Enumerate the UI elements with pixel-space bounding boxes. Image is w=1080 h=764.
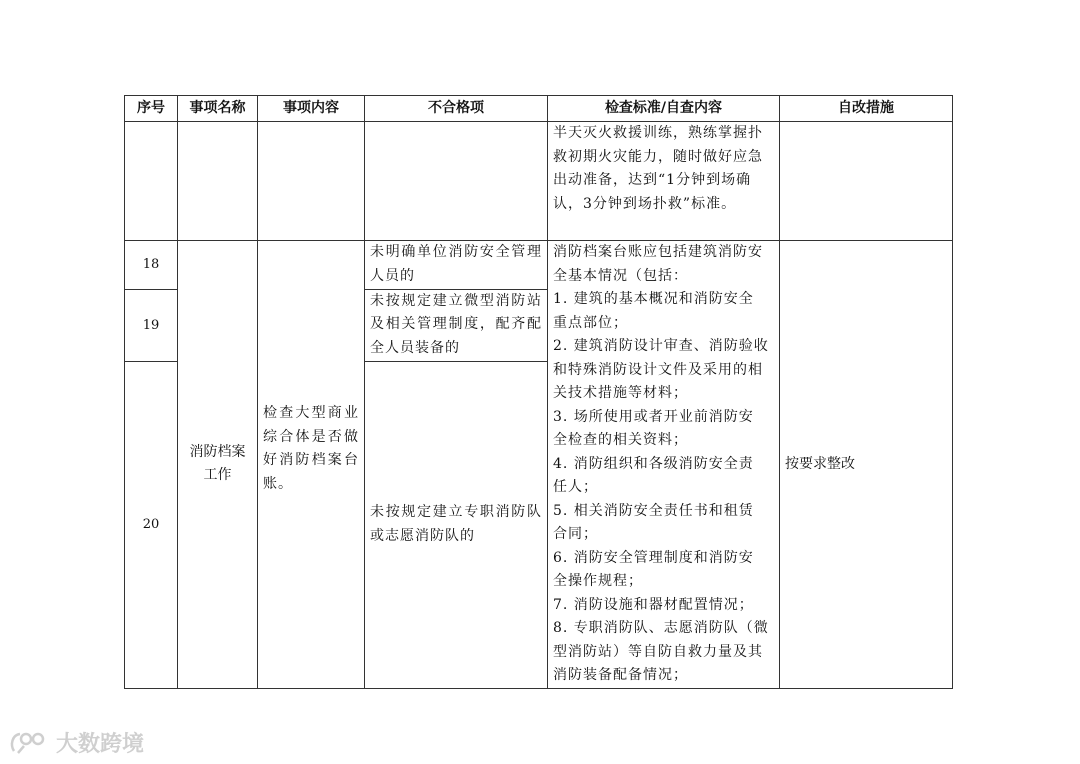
row-serial-no: 20 (125, 362, 178, 688)
watermark-text: 大数跨境 (56, 732, 145, 757)
standard-cell (548, 241, 780, 689)
standard-line: 1. 建筑的基本概况和消防安全 (553, 291, 754, 307)
item-content: 检查大型商业综合体是否做好消防档案台账。 (263, 405, 359, 492)
table-row (125, 241, 953, 290)
standard-line: 全操作规程； (553, 573, 643, 589)
standard-line: 重点部位； (553, 314, 628, 331)
standard-line: 消防档案台账应包括建筑消防安 (553, 244, 763, 260)
standard-line: 7. 消防设施和器材配置情况； (553, 596, 754, 613)
standard-line: 任人； (553, 479, 598, 495)
standard-line: 救初期火灾能力，随时做好应急 (553, 148, 763, 165)
continuation-standard-cell (548, 122, 780, 241)
noncompliance-cell: 未按规定建立专职消防队或志愿消防队的 (365, 362, 548, 688)
standard-line: 全检查的相关资料； (553, 432, 688, 448)
cell-empty (780, 122, 953, 241)
standard-line: 全基本情况（包括： (553, 267, 688, 284)
standard-line: 3. 场所使用或者开业前消防安 (553, 408, 754, 425)
item-content-cell (258, 241, 365, 689)
header-item-name: 事项名称 (178, 96, 258, 122)
row-serial-no: 19 (125, 289, 178, 362)
standard-line: 认，3分钟到场扑救”标准。 (553, 195, 737, 212)
standard-line: 6. 消防安全管理制度和消防安 (553, 549, 754, 566)
standard-line: 和特殊消防设计文件及采用的相 (553, 361, 763, 378)
remedy-cell: 按要求整改 (780, 241, 953, 689)
cell-empty (258, 122, 365, 241)
noncompliance-cell: 未明确单位消防安全管理人员的 (365, 241, 548, 290)
cell-empty (125, 122, 178, 241)
item-name-cell (178, 241, 258, 689)
inspection-table (124, 95, 953, 689)
row-serial-no: 18 (125, 241, 178, 290)
watermark-logo-icon (8, 729, 52, 757)
cell-empty (365, 122, 548, 241)
standard-line: 出动准备，达到“1分钟到场确 (553, 172, 752, 188)
standard-line: 半天灭火救援训练，熟练掌握扑 (553, 125, 763, 141)
watermark (8, 727, 144, 758)
header-remedy: 自改措施 (780, 96, 953, 122)
header-noncompliance: 不合格项 (365, 96, 548, 122)
noncompliance-cell: 未按规定建立微型消防站及相关管理制度，配齐配全人员装备的 (365, 289, 548, 362)
table-row (125, 122, 953, 241)
item-name: 消防档案工作 (189, 443, 246, 484)
standard-line: 5. 相关消防安全责任书和租赁 (553, 502, 754, 519)
standard-line: 2. 建筑消防设计审查、消防验收 (553, 338, 769, 354)
header-serial-no: 序号 (125, 96, 178, 122)
standard-line: 4. 消防组织和各级消防安全责 (553, 455, 754, 472)
table-header-row (125, 96, 953, 122)
cell-empty (178, 122, 258, 241)
standard-line: 型消防站）等自防自救力量及其 (553, 643, 763, 660)
standard-line: 合同； (553, 526, 598, 542)
standard-line: 8. 专职消防队、志愿消防队（微 (553, 620, 769, 636)
standard-line: 消防装备配备情况； (553, 667, 688, 683)
header-standard: 检查标准/自查内容 (548, 96, 780, 122)
header-item-content: 事项内容 (258, 96, 365, 122)
standard-line: 关技术措施等材料； (553, 385, 688, 401)
